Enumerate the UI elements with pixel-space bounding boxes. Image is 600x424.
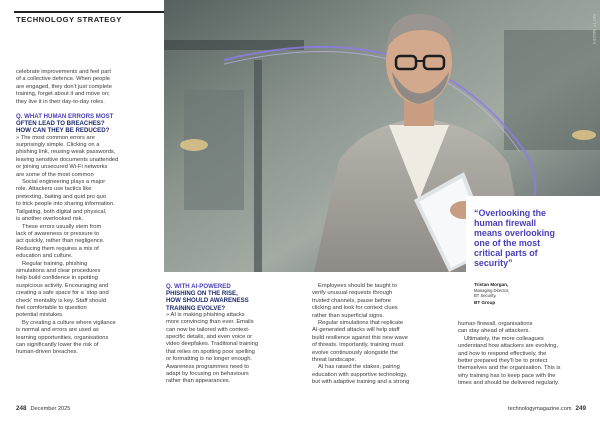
page-number-right: 249 <box>575 405 586 412</box>
pull-quote <box>474 208 592 268</box>
body-paragraph: AI has raised the stakes, pairing education with supportive technology, but with adaptive training and a strong <box>312 364 410 386</box>
column-1 <box>16 69 161 357</box>
intro-paragraph: celebrate improvements and feel part of a collective defence. When people are engaged, they don’t just complete training, forget about it and move on; they live it in their day-to-day roles. <box>16 69 112 105</box>
quote-line: security” <box>474 258 513 268</box>
quote-line: critical parts of <box>474 248 538 258</box>
question-heading-1: Q. WHAT HUMAN ERRORS MOST OFTEN LEAD TO BREACHES? HOW CAN THEY BE REDUCED? <box>16 113 114 135</box>
body-paragraph: Employees should be taught to verify unusual requests through trusted channels, pause before clicking and look for context clues rather than superficial signs. <box>312 283 398 319</box>
body-paragraph: human firewall, organisations can stay ahead of attackers. <box>458 321 533 335</box>
column-2 <box>166 283 302 386</box>
column-3 <box>312 283 452 387</box>
body-paragraph: These errors usually stem from lack of awareness or pressure to act quickly, rather than negligence. Reducing them requires a mix of education and culture. <box>16 223 105 260</box>
issue-date: December 2025 <box>30 406 71 412</box>
quote-author-role <box>474 288 509 298</box>
body-paragraph: Regular simulations that replicate AI-generated attacks will help staff build resilience against this new wave of threats. Importantly, training must evolve continuously alongside the threat landscape. <box>312 320 408 364</box>
footer-right <box>508 405 586 412</box>
page-number-left: 248 <box>16 405 27 412</box>
question-heading-2: Q. WITH AI-POWERED PHISHING ON THE RISE, HOW SHOULD AWARENESS TRAINING EVOLVE? <box>166 283 249 312</box>
role-line: Managing Director, <box>474 288 510 293</box>
quote-author-org: BT Group <box>474 300 496 305</box>
quote-line: “Overlooking the <box>474 208 546 218</box>
body-paragraph: Social engineering plays a major role. Attackers use tactics like pretexting, baiting and quid pro quo to trick people into sharing information. Tailgating, both digital and physical, is another overlooked risk. <box>16 179 115 223</box>
section-title: TECHNOLOGY STRATEGY <box>16 15 122 24</box>
answer-paragraph-2: » AI is making phishing attacks more convincing than ever. Emails can now be tailored with context- specific details, and even voice or video deepfakes. Traditional training that relies on spotting poor spelling or formatting is no longer enough. Awareness programmes need to adapt by focusing on behaviours rather than appearances. <box>166 311 259 385</box>
role-line: BT Security, <box>474 293 497 298</box>
quote-line: one of the most <box>474 238 541 248</box>
photo-credit: GETTY IMAGES <box>592 14 596 45</box>
answer-paragraph-1: » The most common errors are surprisingly simple. Clicking on a phishing link, reusing weak passwords, leaving sensitive documents unattended or joining unsecured Wi-Fi networks are some of the most common <box>16 134 119 178</box>
column-4 <box>458 321 598 388</box>
quote-author-name: Tristan Morgan, <box>474 282 509 287</box>
body-paragraph: By creating a culture where vigilance is normal and errors are used as learning opportunities, organisations can significantly lower the risk of human-driven breaches. <box>16 319 116 356</box>
body-paragraph: Regular training, phishing simulations and clear procedures help build confidence in spotting suspicious activity. Encouraging and creating a safe space for a ‘stop and check’ mentality is key. Staff should feel comfortable to question potential mistakes. <box>16 260 109 319</box>
body-paragraph: Ultimately, the more colleagues understand how attackers are evolving, and how to respond effectively, the better prepared they’ll be to protect themselves and the organisation. This is why training has to keep pace with the times and should be delivered regularly. <box>458 335 561 387</box>
site-url: technologymagazine.com <box>508 406 572 412</box>
footer-left <box>16 405 70 412</box>
quote-line: means overlooking <box>474 228 555 238</box>
header-rule <box>14 11 164 13</box>
quote-line: human firewall <box>474 218 537 228</box>
